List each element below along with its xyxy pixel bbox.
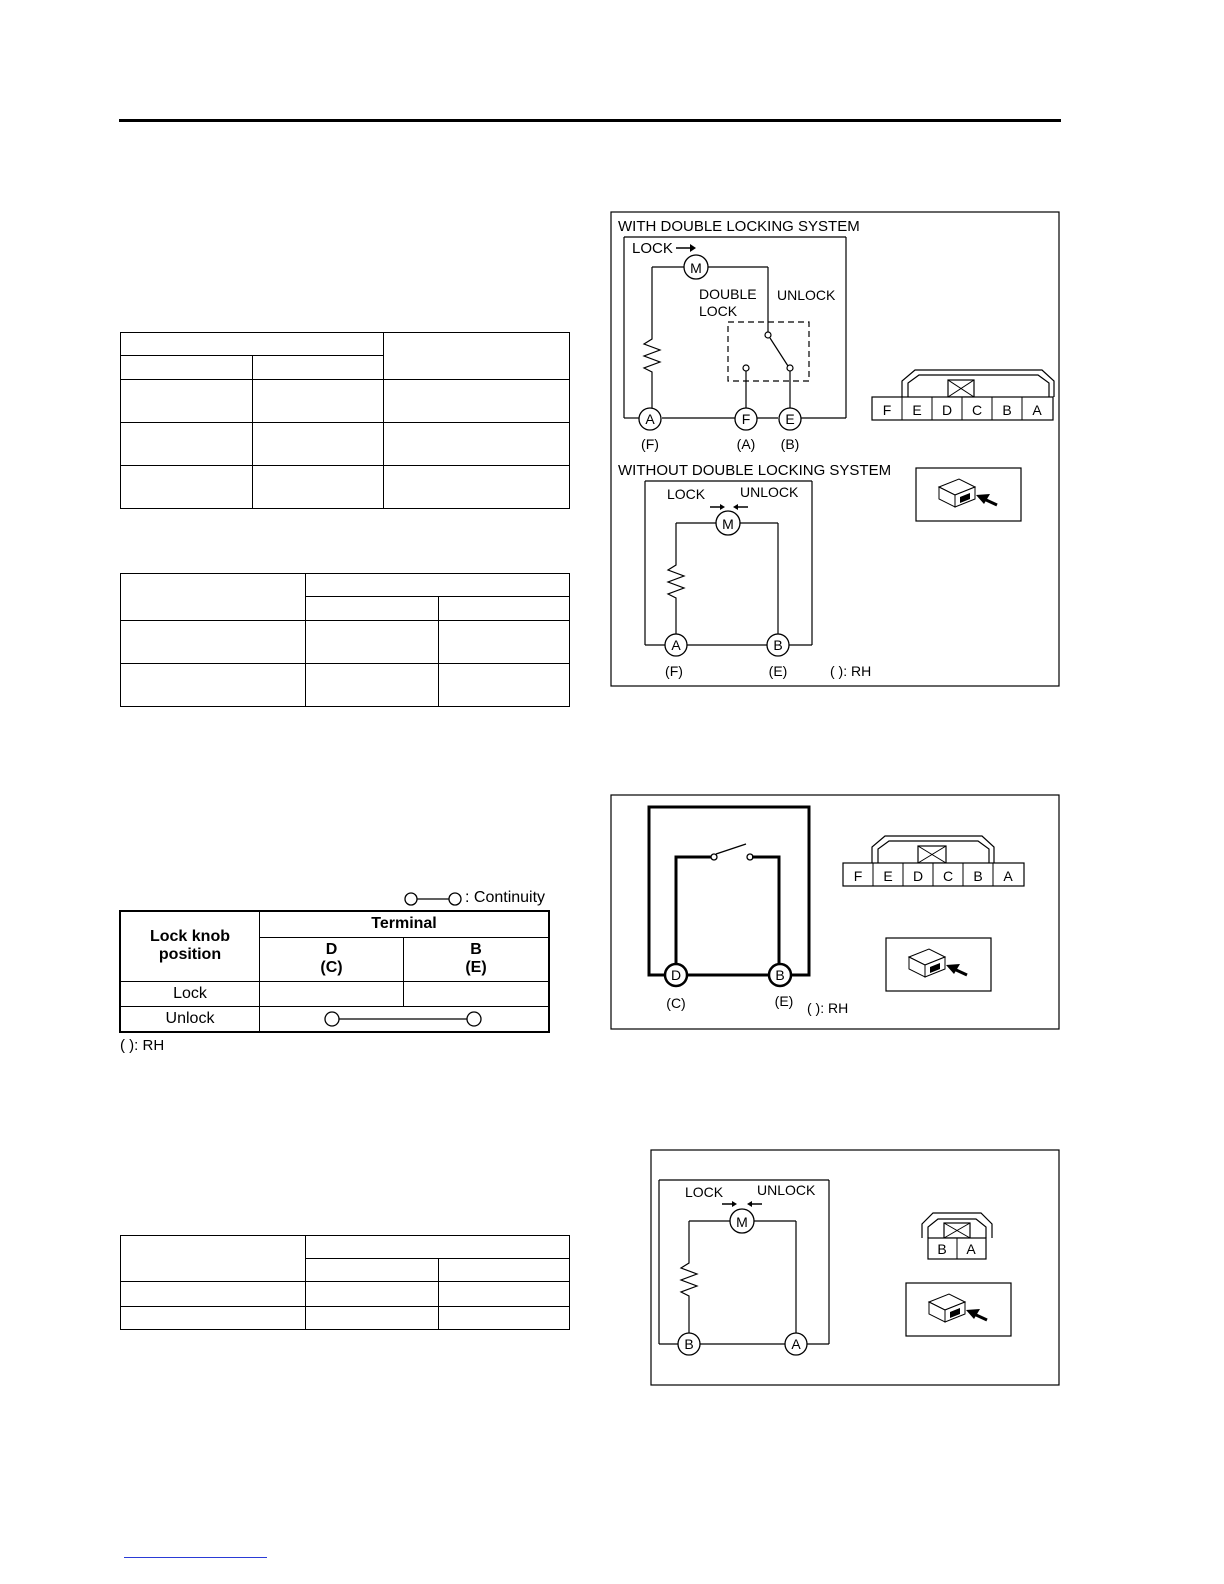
diagram-lock-knob-switch (610, 794, 1060, 1030)
svg-text:M: M (736, 1214, 748, 1230)
continuity-mark (260, 1007, 548, 1031)
svg-text:A: A (1003, 868, 1013, 884)
diagram-lock-actuator-2pin (650, 1149, 1060, 1386)
top-rule (119, 119, 1061, 122)
header-terminal-d: D (C) (260, 937, 404, 981)
blank-table-3 (120, 1235, 570, 1330)
blank-table-2 (120, 573, 570, 707)
svg-text:(A): (A) (736, 436, 756, 452)
svg-text:F: F (741, 411, 751, 427)
svg-text:D: D (941, 402, 953, 418)
footer-link-underline (124, 1557, 267, 1558)
svg-text:(F): (F) (665, 663, 683, 679)
continuity-table (119, 910, 550, 1033)
row-lock-label: Lock (120, 981, 260, 1006)
svg-text:B: B (973, 868, 983, 884)
svg-text:UNLOCK: UNLOCK (757, 1182, 816, 1198)
svg-text:M: M (690, 260, 702, 276)
svg-text:C: C (942, 868, 954, 884)
row-unlock-label: Unlock (120, 1006, 260, 1032)
svg-text:F: F (882, 402, 892, 418)
connector-view-icon (916, 468, 1021, 521)
svg-text:A: A (1032, 402, 1042, 418)
svg-text:LOCK: LOCK (632, 240, 673, 257)
blank-table-1 (120, 332, 570, 509)
svg-text:B: B (775, 967, 785, 983)
svg-text:B: B (773, 637, 783, 653)
svg-text:C: C (971, 402, 983, 418)
svg-text:D: D (912, 868, 924, 884)
svg-text:(F): (F) (641, 436, 659, 452)
connector-view-icon-2 (886, 938, 991, 991)
svg-text:B: B (684, 1336, 694, 1352)
svg-text:B: B (1002, 402, 1012, 418)
without-double-lock-title: WITHOUT DOUBLE LOCKING SYSTEM (618, 462, 892, 479)
with-double-lock-title: WITH DOUBLE LOCKING SYSTEM (618, 218, 860, 235)
svg-text:F: F (853, 868, 863, 884)
header-lock-knob-position: Lock knob position (120, 911, 260, 981)
continuity-rh-note: ( ): RH (120, 1037, 165, 1054)
header-terminal: Terminal (260, 911, 550, 937)
diagram-door-lock-actuator (610, 211, 1060, 687)
svg-text:M: M (722, 516, 734, 532)
continuity-legend-symbol (404, 890, 462, 908)
svg-text:A: A (645, 411, 655, 427)
header-terminal-b: B (E) (404, 937, 550, 981)
svg-text:A: A (671, 637, 681, 653)
connector-view-icon-3 (906, 1283, 1011, 1336)
svg-text:B: B (937, 1241, 947, 1257)
svg-text:LOCK: LOCK (685, 1184, 724, 1200)
svg-text:E: E (912, 402, 922, 418)
svg-text:D: D (670, 967, 682, 983)
svg-text:UNLOCK: UNLOCK (777, 287, 836, 303)
continuity-legend-label: : Continuity (465, 889, 546, 906)
svg-text:UNLOCK: UNLOCK (740, 484, 799, 500)
svg-text:A: A (966, 1241, 976, 1257)
svg-text:(E): (E) (774, 993, 794, 1009)
svg-text:LOCK: LOCK (667, 486, 706, 502)
svg-text:E: E (785, 411, 795, 427)
svg-text:LOCK: LOCK (699, 303, 738, 319)
svg-text:(B): (B) (780, 436, 800, 452)
svg-text:( ): RH: ( ): RH (807, 1000, 849, 1016)
svg-text:(E): (E) (768, 663, 788, 679)
svg-text:E: E (883, 868, 893, 884)
svg-text:DOUBLE: DOUBLE (699, 286, 757, 302)
svg-text:A: A (791, 1336, 801, 1352)
svg-text:(C): (C) (666, 995, 686, 1011)
unlock-continuity-cell (260, 1006, 550, 1032)
svg-text:( ): RH: ( ): RH (830, 663, 872, 679)
